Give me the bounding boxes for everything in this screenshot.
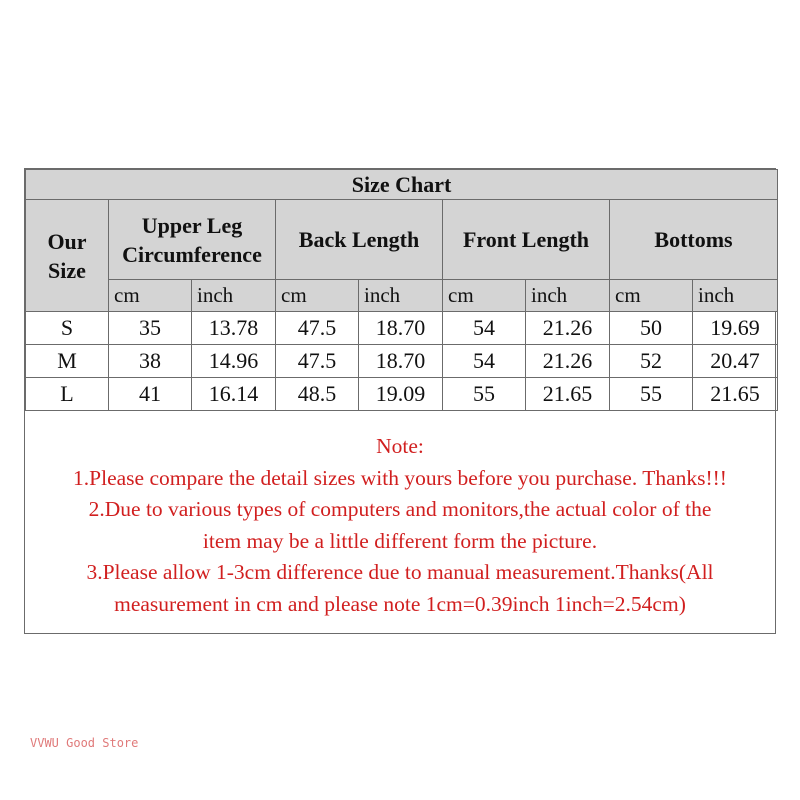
table-cell: 19.69 (693, 312, 778, 345)
size-label: M (26, 345, 109, 378)
size-header-line: Size (48, 257, 86, 283)
table-cell: 16.14 (192, 378, 276, 411)
table-cell: 18.70 (359, 345, 443, 378)
upper-leg-circumference-header (109, 200, 276, 280)
unit-label: cm (276, 280, 359, 312)
header-line: Front Length (462, 227, 590, 252)
table-cell: 19.09 (359, 378, 443, 411)
size-chart-title: Size Chart (26, 170, 778, 200)
table-cell: 21.65 (526, 378, 610, 411)
table-cell: 21.65 (693, 378, 778, 411)
table-cell: 55 (610, 378, 693, 411)
note-line: 1.Please compare the detail sizes with yours before you purchase. Thanks!!! (73, 465, 727, 490)
unit-label: cm (109, 280, 192, 312)
table-cell: 21.26 (526, 312, 610, 345)
size-label: L (26, 378, 109, 411)
back-length-header (276, 200, 443, 280)
note-line: 3.Please allow 1-3cm difference due to manual measurement.Thanks(All (86, 560, 714, 584)
table-cell: 47.5 (276, 312, 359, 345)
unit-label: inch (192, 280, 276, 312)
table-cell: 47.5 (276, 345, 359, 378)
header-line: Bottoms (654, 227, 733, 252)
units-row (26, 280, 778, 312)
unit-label: cm (610, 280, 693, 312)
size-label: S (26, 312, 109, 345)
bottoms-header (610, 200, 778, 280)
table-cell: 13.78 (192, 312, 276, 345)
table-cell: 20.47 (693, 345, 778, 378)
table-cell: 18.70 (359, 312, 443, 345)
table-cell: 41 (109, 378, 192, 411)
note-line: item may be a little different form the picture. (202, 528, 598, 553)
note-line: 2.Due to various types of computers and monitors,the actual color of the (88, 497, 712, 521)
header-line: Circumference (122, 241, 262, 267)
front-length-header (443, 200, 610, 280)
table-cell: 54 (443, 345, 526, 378)
size-header-line: Our (47, 228, 87, 254)
unit-label: inch (359, 280, 443, 312)
notes-section (25, 411, 775, 620)
table-cell: 54 (443, 312, 526, 345)
table-row (26, 345, 778, 378)
table-cell: 48.5 (276, 378, 359, 411)
size-chart-sheet (24, 168, 776, 634)
size-chart-table (25, 169, 778, 411)
store-watermark: VVWU Good Store (30, 736, 139, 750)
table-cell: 50 (610, 312, 693, 345)
unit-label: inch (693, 280, 778, 312)
notes-heading: Note: (376, 434, 424, 458)
table-row (26, 378, 778, 411)
unit-label: inch (526, 280, 610, 312)
header-line: Back Length (298, 227, 420, 252)
table-cell: 21.26 (526, 345, 610, 378)
note-line: measurement in cm and please note 1cm=0.39inch 1inch=2.54cm) (114, 591, 686, 616)
unit-label: cm (443, 280, 526, 312)
table-cell: 55 (443, 378, 526, 411)
table-cell: 14.96 (192, 345, 276, 378)
header-line: Upper Leg (141, 212, 243, 238)
table-cell: 38 (109, 345, 192, 378)
size-column-header (26, 200, 109, 312)
table-row (26, 312, 778, 345)
table-cell: 35 (109, 312, 192, 345)
table-cell: 52 (610, 345, 693, 378)
